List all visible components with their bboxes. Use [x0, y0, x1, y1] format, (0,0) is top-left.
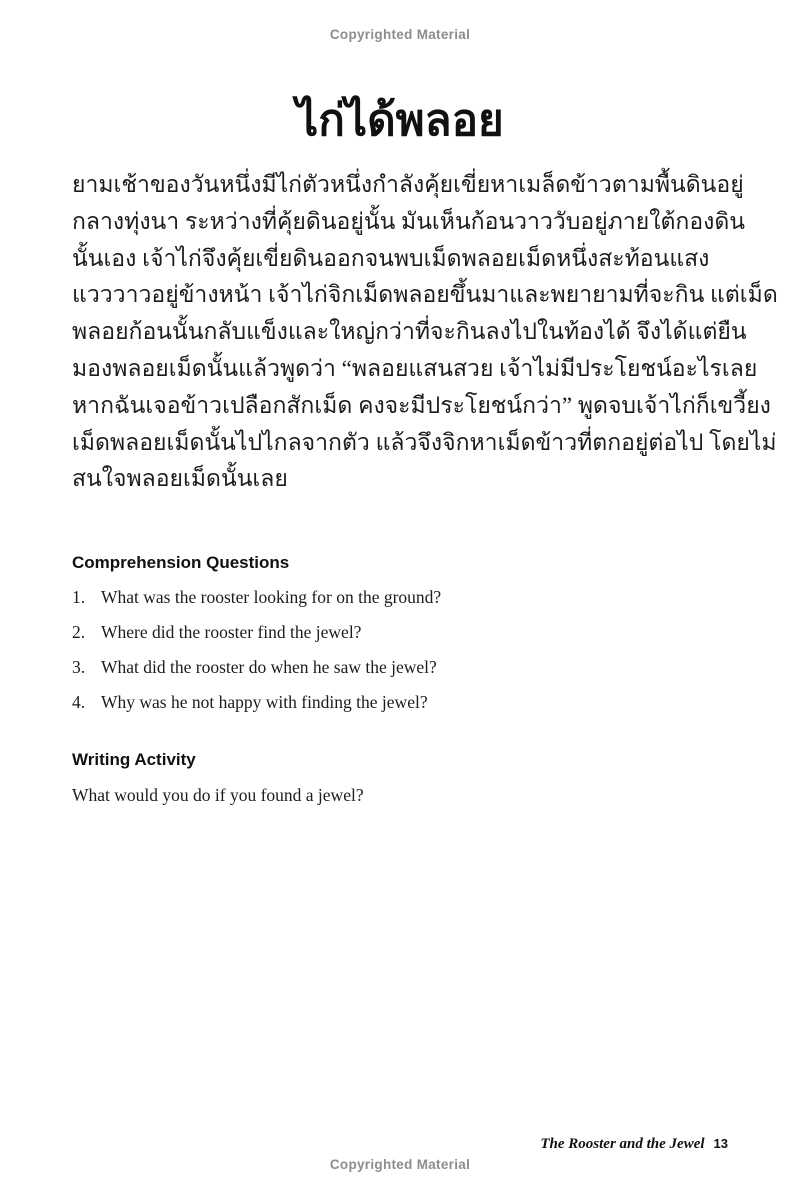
question-text: What did the rooster do when he saw the jewel? [101, 657, 437, 677]
story-line: พลอยก้อนนั้นกลับแข็งและใหญ่กว่าที่จะกินลงไปในท้องได้ จึงได้แต่ยืน [72, 319, 747, 345]
question-item [72, 685, 732, 720]
question-list [72, 580, 732, 720]
question-number: 2. [72, 622, 86, 642]
story-line: ยามเช้าของวันหนึ่งมีไก่ตัวหนึ่งกำลังคุ้ยเขี่ยหาเมล็ดข้าวตามพื้นดินอยู่ [72, 172, 744, 197]
question-text: Where did the rooster find the jewel? [101, 622, 362, 642]
question-item [72, 580, 732, 615]
page-footer [540, 1135, 728, 1153]
story-line: นั้นเอง เจ้าไก่จึงคุ้ยเขี่ยดินออกจนพบเม็ดพลอยเม็ดหนึ่งสะท้อนแสง [72, 245, 710, 271]
comprehension-questions-heading: Comprehension Questions [72, 553, 290, 572]
question-item [72, 615, 732, 650]
story-line: เม็ดพลอยเม็ดนั้นไปไกลจากตัว แล้วจึงจิกหาเม็ดข้าวที่ตกอยู่ต่อไป โดยไม่ [72, 429, 777, 455]
question-number: 4. [72, 692, 86, 712]
writing-prompt: What would you do if you found a jewel? [72, 785, 364, 805]
footer-page-number: 13 [713, 1136, 728, 1151]
story-line: หากฉันเจอข้าวเปลือกสักเม็ด คงจะมีประโยชน์กว่า” พูดจบเจ้าไก่ก็เขวี้ยง [72, 392, 771, 418]
question-text: What was the rooster looking for on the ground? [101, 587, 442, 607]
story-paragraph [72, 167, 778, 498]
question-item [72, 650, 732, 685]
writing-activity-heading: Writing Activity [72, 750, 196, 769]
story-line: กลางทุ่งนา ระหว่างที่คุ้ยดินอยู่นั้น มันเห็นก้อนวาววับอยู่ภายใต้กองดิน [72, 208, 746, 234]
story-line: แวววาวอยู่ข้างหน้า เจ้าไก่จิกเม็ดพลอยขึ้นมาและพยายามที่จะกิน แต่เม็ด [72, 282, 778, 308]
story-line: มองพลอยเม็ดนั้นแล้วพูดว่า “พลอยแสนสวย เจ้าไม่มีประโยชน์อะไรเลย [72, 355, 758, 381]
copyright-notice-top: Copyrighted Material [329, 27, 471, 42]
question-number: 3. [72, 657, 86, 677]
question-text: Why was he not happy with finding the jewel? [101, 692, 428, 712]
story-line: สนใจพลอยเม็ดนั้นเลย [72, 466, 288, 492]
footer-running-title: The Rooster and the Jewel [540, 1136, 705, 1152]
story-title: ไก่ได้พลอย [296, 96, 504, 146]
question-number: 1. [72, 587, 86, 607]
copyright-notice-bottom: Copyrighted Material [329, 1157, 471, 1172]
